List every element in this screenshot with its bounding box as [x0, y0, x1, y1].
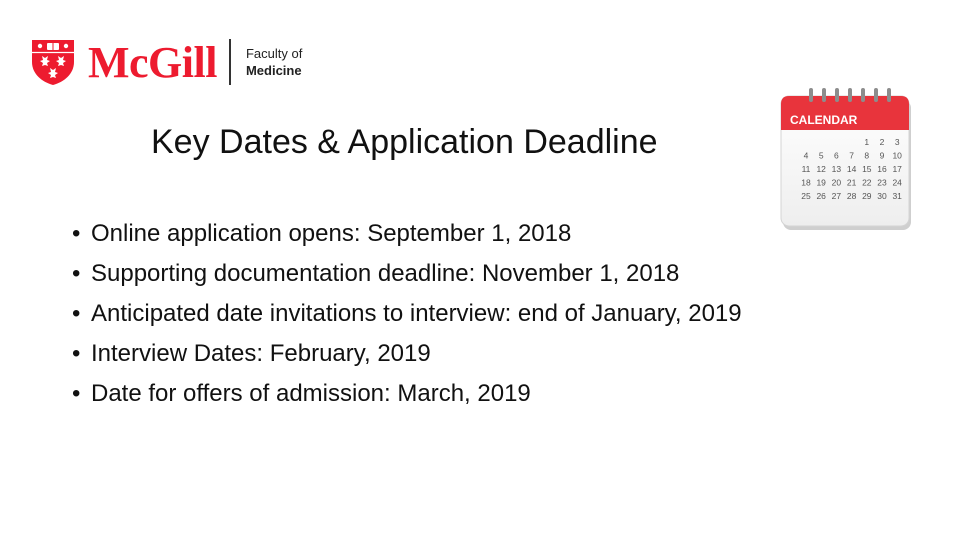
bullet-marker: •	[72, 260, 81, 287]
calendar-day: 26	[816, 191, 826, 201]
calendar-day: 23	[877, 177, 887, 188]
calendar-day: 11	[801, 164, 811, 174]
calendar-day: 29	[862, 191, 872, 201]
calendar-day: 28	[846, 191, 857, 201]
calendar-day: 17	[892, 164, 902, 174]
calendar-day: 24	[892, 177, 902, 188]
calendar-day: 19	[816, 177, 826, 188]
calendar-day: 21	[846, 177, 857, 188]
faculty-line-2: Medicine	[245, 63, 302, 78]
calendar-day: 15	[862, 164, 872, 174]
list-item-text: Interview Dates: February, 2019	[91, 340, 431, 367]
calendar-header-label: CALENDAR	[790, 113, 858, 127]
calendar-ring	[835, 88, 839, 102]
calendar-day: 25	[801, 191, 811, 201]
mcgill-wordmark: McGill	[88, 38, 217, 87]
list-item	[72, 214, 742, 254]
list-item	[72, 374, 742, 414]
calendar-day: 10	[892, 150, 902, 161]
bullet-marker: •	[72, 300, 81, 327]
calendar-day: 22	[862, 177, 872, 188]
logo-divider	[229, 39, 231, 85]
faculty-name	[246, 45, 302, 79]
calendar-day: 27	[831, 191, 842, 201]
calendar-day: 13	[831, 164, 842, 174]
list-item	[72, 334, 742, 374]
calendar-day: 5	[818, 150, 824, 161]
calendar-day: 31	[892, 191, 902, 201]
calendar-day: 4	[803, 150, 809, 161]
calendar-day: 9	[879, 150, 885, 161]
calendar-day: 1	[864, 137, 870, 147]
bullet-marker: •	[72, 340, 81, 367]
calendar-day: 18	[801, 177, 811, 188]
calendar-day: 3	[894, 137, 900, 147]
list-item-text: Date for offers of admission: March, 2019	[91, 380, 531, 407]
list-item	[72, 254, 742, 294]
calendar-icon	[778, 86, 916, 236]
calendar-day: 8	[864, 150, 870, 161]
mcgill-logo	[30, 37, 302, 87]
calendar-ring	[809, 88, 813, 102]
list-item	[72, 294, 742, 334]
calendar-day: 6	[834, 150, 839, 161]
calendar-ring	[822, 88, 826, 102]
calendar-ring	[874, 88, 878, 102]
mcgill-crest-icon	[30, 38, 76, 86]
calendar-day: 16	[877, 164, 887, 174]
list-item-text: Anticipated date invitations to interview: end of January, 2019	[91, 300, 742, 327]
list-item-text: Supporting documentation deadline: November 1, 2018	[91, 260, 680, 287]
key-dates-list	[72, 214, 742, 414]
list-item-text: Online application opens: September 1, 2018	[91, 220, 572, 247]
calendar-ring	[848, 88, 852, 102]
calendar-day: 12	[816, 164, 826, 174]
calendar-day: 20	[831, 177, 842, 188]
calendar-day: 30	[877, 191, 887, 201]
slide-title: Key Dates & Application Deadline	[151, 123, 658, 161]
calendar-ring	[861, 88, 865, 102]
calendar-ring	[887, 88, 891, 102]
faculty-line-1: Faculty of	[245, 46, 303, 61]
calendar-day: 14	[846, 164, 857, 174]
calendar-day: 7	[849, 150, 854, 161]
bullet-marker: •	[72, 220, 81, 247]
bullet-marker: •	[72, 380, 81, 407]
calendar-day: 2	[879, 137, 885, 147]
